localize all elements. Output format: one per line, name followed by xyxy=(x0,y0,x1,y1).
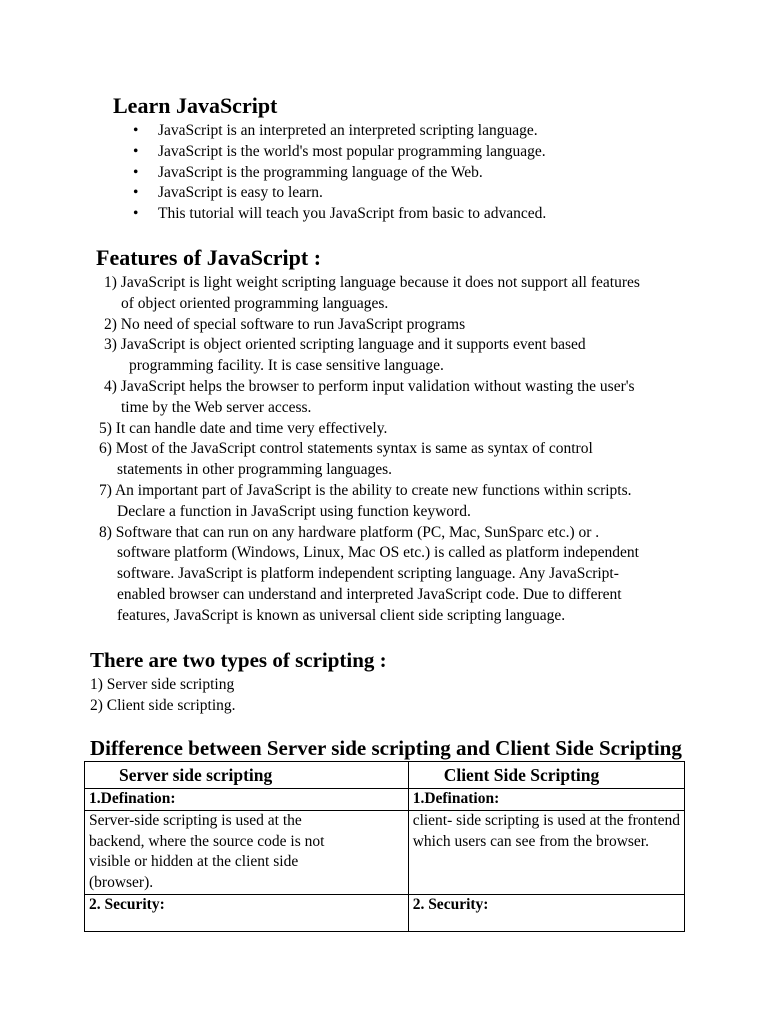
client-definition-label: 1.Defination: xyxy=(408,789,684,811)
feature-number: 7) xyxy=(99,481,112,499)
feature-item xyxy=(96,523,756,627)
difference-heading: Difference between Server side scripting and Client Side Scripting xyxy=(90,736,682,760)
scripting-type-item: 2) Client side scripting. xyxy=(90,696,236,714)
table-row xyxy=(85,810,685,894)
feature-text: An important part of JavaScript is the ability to create new functions within scripts. xyxy=(114,481,632,499)
feature-item xyxy=(96,335,756,377)
feature-text: Software that can run on any hardware platform (PC, Mac, SunSparc etc.) or . xyxy=(115,523,600,541)
feature-number: 8) xyxy=(99,523,112,541)
feature-text: It can handle date and time very effectively. xyxy=(115,419,388,437)
feature-item xyxy=(96,419,756,440)
header-client-side: Client Side Scripting xyxy=(408,762,684,789)
feature-line: software. JavaScript is platform independent scripting language. Any JavaScript- xyxy=(117,565,619,583)
feature-line: programming facility. It is case sensitive language. xyxy=(129,357,444,375)
cell-line: backend, where the source code is not xyxy=(89,832,325,850)
feature-item xyxy=(96,315,756,336)
feature-item xyxy=(96,439,756,481)
feature-number: 1) xyxy=(104,274,117,291)
feature-line xyxy=(104,377,756,398)
feature-text: No need of special software to run JavaScript programs xyxy=(120,315,466,333)
client-definition-cell xyxy=(408,810,684,894)
features-heading: Features of JavaScript : xyxy=(96,245,322,270)
cell-line: which users can see from the browser. xyxy=(412,832,649,850)
bullet-item: • JavaScript is an interpreted an interpreted scripting language. xyxy=(133,121,546,142)
comparison-table xyxy=(84,761,685,932)
table-row xyxy=(85,894,685,931)
feature-line: features, JavaScript is known as universal client side scripting language. xyxy=(117,606,566,624)
feature-item xyxy=(96,377,756,419)
feature-line: software platform (Windows, Linux, Mac OS etc.) is called as platform independent xyxy=(117,544,639,562)
feature-line xyxy=(104,335,756,356)
bullet-item: • This tutorial will teach you JavaScript from basic to advanced. xyxy=(133,204,546,225)
feature-number: 2) xyxy=(104,315,117,333)
client-security-label: 2. Security: xyxy=(408,894,684,931)
learn-javascript-heading: Learn JavaScript xyxy=(113,93,278,118)
feature-line xyxy=(99,523,756,544)
feature-text: JavaScript is object oriented scripting language and it supports event based xyxy=(120,336,586,354)
feature-number: 4) xyxy=(104,377,117,395)
bullet-item: • JavaScript is the world's most popular programming language. xyxy=(133,142,546,163)
feature-item xyxy=(96,273,756,315)
features-list xyxy=(96,273,756,627)
feature-number: 5) xyxy=(99,419,112,437)
feature-line xyxy=(99,439,756,460)
feature-line xyxy=(104,315,756,336)
header-server-side: Server side scripting xyxy=(85,762,409,789)
cell-line: visible or hidden at the client side xyxy=(89,853,299,871)
feature-line xyxy=(99,481,756,502)
cell-line: Server-side scripting is used at the xyxy=(89,811,302,829)
table-header-row xyxy=(85,762,685,789)
feature-text: JavaScript is light weight scripting language because it does not support all features xyxy=(120,274,640,291)
feature-line: time by the Web server access. xyxy=(121,398,312,416)
scripting-types-heading: There are two types of scripting : xyxy=(90,648,387,672)
feature-text: Most of the JavaScript control statements syntax is same as syntax of control xyxy=(115,440,593,458)
table-row xyxy=(85,789,685,811)
bullet-item: • JavaScript is easy to learn. xyxy=(133,183,546,204)
scripting-types-list xyxy=(90,675,236,717)
feature-item xyxy=(96,481,756,523)
server-definition-label: 1.Defination: xyxy=(85,789,409,811)
cell-line: client- side scripting is used at the frontend xyxy=(412,811,680,829)
feature-line: Declare a function in JavaScript using function keyword. xyxy=(117,502,471,520)
intro-bullet-list xyxy=(133,121,546,225)
feature-text: JavaScript helps the browser to perform input validation without wasting the user's xyxy=(120,377,635,395)
cell-line: (browser). xyxy=(89,874,154,892)
feature-line xyxy=(99,419,756,440)
bullet-item: • JavaScript is the programming language of the Web. xyxy=(133,163,546,184)
feature-line: statements in other programming languages. xyxy=(117,461,393,479)
feature-line xyxy=(104,273,756,294)
feature-line: enabled browser can understand and interpreted JavaScript code. Due to different xyxy=(117,585,622,603)
server-security-label: 2. Security: xyxy=(85,894,409,931)
feature-line: of object oriented programming languages. xyxy=(121,294,389,312)
feature-number: 6) xyxy=(99,440,112,458)
feature-number: 3) xyxy=(104,336,117,354)
scripting-type-item: 1) Server side scripting xyxy=(90,676,235,693)
server-definition-cell xyxy=(85,810,409,894)
